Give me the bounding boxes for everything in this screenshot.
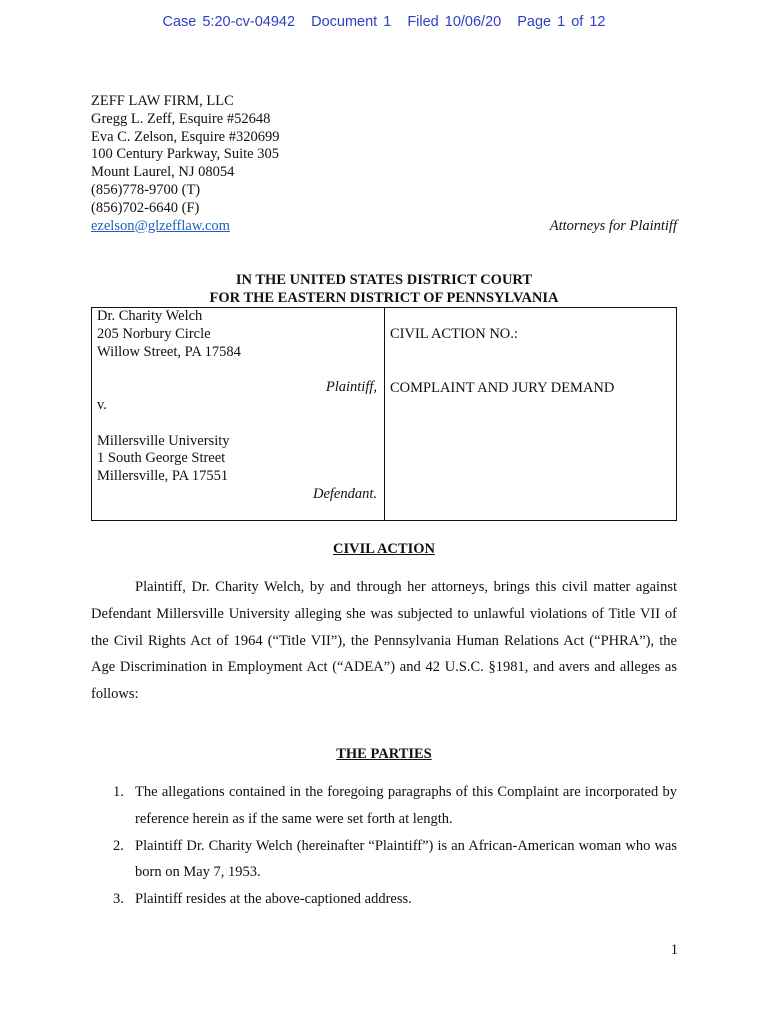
attorney-line: Eva C. Zelson, Esquire #320699 — [91, 128, 280, 145]
defendant-label: Defendant. — [312, 485, 377, 502]
spacer — [97, 361, 377, 379]
firm-name: ZEFF LAW FIRM, LLC — [91, 93, 234, 109]
email-row — [91, 218, 677, 236]
email-link[interactable]: ezelson@glzefflaw.com — [91, 217, 230, 234]
attorney-line: (856)778-9700 (T) — [91, 181, 201, 198]
versus-label: v. — [97, 396, 107, 413]
item-text: Plaintiff Dr. Charity Welch (hereinafter “Plaintiff”) is an African-American woman who was born on May 7, 1953. — [135, 837, 677, 881]
spacer — [97, 415, 377, 433]
plaintiff-label: Plaintiff, — [325, 379, 377, 396]
attorney-block — [91, 93, 677, 236]
attorney-line: 100 Century Parkway, Suite 305 — [91, 146, 279, 163]
intro-paragraph: Plaintiff, Dr. Charity Welch, by and through her attorneys, brings this civil matter against Defendant Millersville University alleging she was subjected to unlawful violations of Title VII of the Civil Rights Act of 1964 (“Title VII”), the Pennsylvania Human Relations Act (“PHRA”), the Age Discrimination in Employment Act (“ADEA”) and 42 U.S.C. §1981, and avers and alleges as follows: — [91, 579, 677, 703]
caption-parties — [97, 308, 377, 504]
court-title — [0, 272, 768, 307]
item-number: 3. — [113, 891, 124, 908]
list-item — [91, 833, 677, 887]
caption-divider — [384, 308, 385, 520]
defendant-address-line: 1 South George Street — [97, 450, 226, 467]
list-item — [91, 779, 677, 833]
attorney-line: Mount Laurel, NJ 08054 — [91, 164, 235, 181]
attorney-line: Gregg L. Zeff, Esquire #52648 — [91, 110, 271, 127]
page-number: 1 — [670, 942, 678, 958]
caption-table — [91, 307, 677, 521]
attorneys-for-label: Attorneys for Plaintiff — [549, 217, 677, 234]
document-number: Document 1 — [311, 14, 392, 30]
list-item — [91, 886, 677, 913]
item-text: The allegations contained in the foregoing paragraphs of this Complaint are incorporated by reference herein as if the same were set forth at length. — [135, 784, 677, 827]
attorney-line: (856)702-6640 (F) — [91, 199, 200, 216]
plaintiff-address-line: Willow Street, PA 17584 — [97, 343, 241, 360]
parties-heading: THE PARTIES — [336, 746, 432, 762]
filing-header — [0, 14, 768, 30]
civil-action-number: CIVIL ACTION NO.: — [390, 326, 518, 342]
allegations-list — [91, 779, 677, 913]
page-indicator: Page 1 of 12 — [517, 14, 606, 30]
plaintiff-name: Dr. Charity Welch — [97, 308, 203, 324]
defendant-name: Millersville University — [97, 432, 230, 449]
plaintiff-address-line: 205 Norbury Circle — [97, 325, 211, 342]
case-number: Case 5:20-cv-04942 — [162, 14, 296, 30]
filed-date: Filed 10/06/20 — [407, 14, 502, 30]
item-number: 1. — [113, 784, 124, 800]
complaint-title: COMPLAINT AND JURY DEMAND — [390, 380, 615, 396]
item-number: 2. — [113, 837, 124, 854]
item-text: Plaintiff resides at the above-captioned address. — [135, 891, 412, 908]
court-title-line2: FOR THE EASTERN DISTRICT OF PENNSYLVANIA — [209, 289, 559, 306]
defendant-address-line: Millersville, PA 17551 — [97, 468, 229, 485]
court-title-line1: IN THE UNITED STATES DISTRICT COURT — [235, 272, 533, 288]
civil-action-heading: CIVIL ACTION — [333, 541, 435, 557]
